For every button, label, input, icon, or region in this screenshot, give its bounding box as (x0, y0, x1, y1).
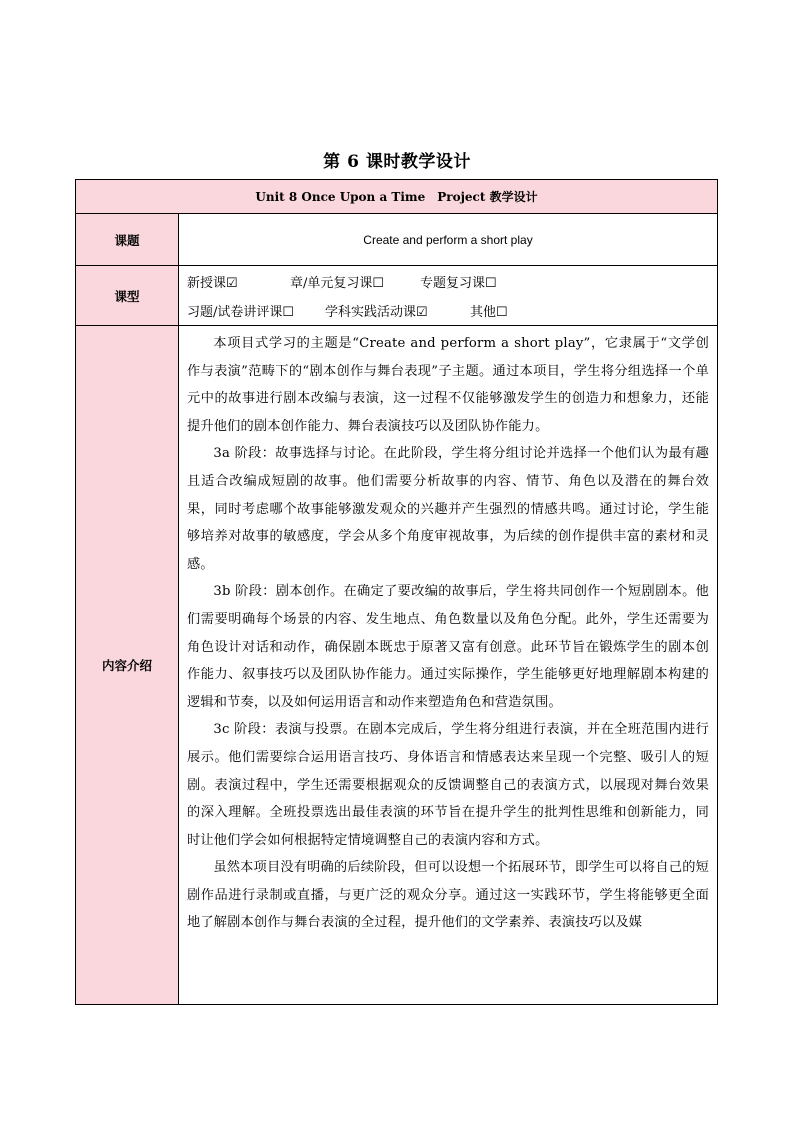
type-option-new-lesson: 新授课☑ (187, 275, 238, 291)
topic-row (76, 214, 718, 266)
type-option-unit-review: 章/单元复习课☐ (290, 275, 385, 291)
type-label: 课型 (76, 266, 179, 326)
content-paragraph-3: 3b 阶段：剧本创作。在确定了要改编的故事后，学生将共同创作一个短剧剧本。他们需要明确每个场景的内容、发生地点、角色数量以及角色分配。此外，学生还需要为角色设计对话和动作，确保剧本既忠于原著又富有创意。此环节旨在锻炼学生的剧本创作能力、叙事技巧以及团队协作能力。通过实际操作，学生能够更好地理解剧本构建的逻辑和节奏，以及如何运用语言和动作来塑造角色和营造氛围。 (187, 584, 709, 710)
content-row (76, 326, 718, 1005)
table-header: Unit 8 Once Upon a Time Project 教学设计 (76, 180, 718, 214)
page-title: 第 6 课时教学设计 (323, 152, 471, 172)
topic-value: Create and perform a short play (179, 214, 718, 266)
content-paragraph-4: 3c 阶段：表演与投票。在剧本完成后，学生将分组进行表演，并在全班范围内进行展示。他们需要综合运用语言技巧、身体语言和情感表达来呈现一个完整、吸引人的短剧。表演过程中，学生还需要根据观众的反馈调整自己的表演方式，以展现对舞台效果的深入理解。全班投票选出最佳表演的环节旨在提升学生的批判性思维和创新能力，同时让他们学会如何根据特定情境调整自己的表演内容和方式。 (187, 722, 709, 848)
type-option-topic-review: 专题复习课☐ (420, 275, 497, 291)
content-paragraph-5: 虽然本项目没有明确的后续阶段，但可以设想一个拓展环节，即学生可以将自己的短剧作品进行录制或直播，与更广泛的观众分享。通过这一实践环节，学生将能够更全面地了解剧本创作与舞台表演的全过程，提升他们的文学素养、表演技巧以及媒 (187, 860, 709, 931)
content-cell (179, 326, 718, 1005)
lesson-plan-table (75, 179, 718, 1005)
type-options-line-2 (187, 296, 709, 325)
table-header-row (76, 180, 718, 214)
type-options (179, 266, 718, 326)
content-paragraph-1: 本项目式学习的主题是“Create and perform a short play”，它隶属于“文学创作与表演”范畴下的“剧本创作与舞台表现”子主题。通过本项目，学生将分组选择一个单元中的故事进行剧本改编与表演，这一过程不仅能够激发学生的创造力和想象力，还能提升他们的剧本创作能力、舞台表演技巧以及团队协作能力。 (187, 336, 709, 434)
type-option-other: 其他☐ (470, 304, 508, 320)
topic-label: 课题 (76, 214, 179, 266)
content-label: 内容介绍 (76, 326, 179, 1005)
type-options-line-1 (187, 267, 709, 296)
content-text (187, 326, 709, 1004)
type-option-exercise-review: 习题/试卷讲评课☐ (187, 304, 295, 320)
type-row (76, 266, 718, 326)
content-paragraph-2: 3a 阶段：故事选择与讨论。在此阶段，学生将分组讨论并选择一个他们认为最有趣且适合改编成短剧的故事。他们需要分析故事的内容、情节、角色以及潜在的舞台效果，同时考虑哪个故事能够激发观众的兴趣并产生强烈的情感共鸣。通过讨论，学生能够培养对故事的敏感度，学会从多个角度审视故事，为后续的创作提供丰富的素材和灵感。 (187, 446, 709, 572)
type-option-practice-activity: 学科实践活动课☑ (325, 304, 428, 320)
